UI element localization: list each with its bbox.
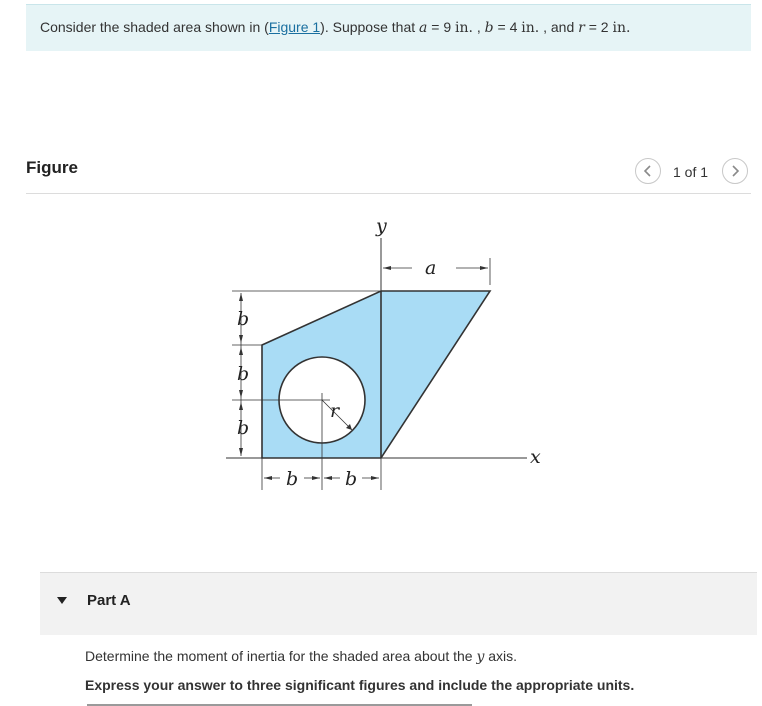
bottom-dim-arrow-2 — [312, 476, 320, 480]
b-label-left-top: b — [237, 308, 250, 330]
sep-r: , and — [539, 19, 579, 35]
part-a-question — [85, 648, 517, 665]
unit-r: in. — [612, 20, 631, 36]
left-dim-arrow-2 — [239, 335, 243, 343]
y-axis-label: y — [376, 215, 387, 237]
question-prefix: Determine the moment of inertia for the shaded area about the — [85, 648, 477, 664]
sep-b: , — [472, 19, 485, 35]
b-label-bottom-right: b — [345, 468, 358, 490]
question-var: y — [476, 649, 485, 665]
caret-down-icon[interactable] — [56, 596, 68, 606]
eq-r: = 2 — [584, 19, 613, 35]
b-label-left-bottom: b — [237, 417, 250, 439]
var-b: b — [484, 20, 494, 36]
x-axis-label: x — [530, 446, 541, 468]
a-dim-arrow-right — [480, 266, 488, 270]
a-dimension-label: a — [425, 257, 437, 279]
figure-title: Figure — [26, 158, 78, 177]
left-dim-arrow-5 — [239, 402, 243, 410]
left-dim-arrow-6 — [239, 448, 243, 456]
pager-text: 1 of 1 — [673, 164, 709, 180]
r-label: r — [330, 400, 340, 422]
bottom-dim-arrow-1 — [264, 476, 272, 480]
b-label-bottom-left: b — [286, 468, 299, 490]
problem-prefix: Consider the shaded area shown in ( — [40, 19, 269, 35]
unit-b: in. — [521, 20, 540, 36]
bottom-dim-arrow-3 — [324, 476, 332, 480]
b-label-left-mid: b — [237, 363, 250, 385]
unit-a: in. — [455, 20, 473, 36]
eq-a: = 9 — [427, 19, 456, 35]
part-a-instruction: Express your answer to three significant figures and include the appropriate units. — [85, 677, 635, 693]
question-suffix: axis. — [484, 648, 518, 664]
bottom-dim-arrow-4 — [371, 476, 379, 480]
part-a-header[interactable] — [40, 572, 757, 635]
left-dim-arrow-1 — [239, 293, 243, 301]
left-dim-arrow-4 — [239, 390, 243, 398]
eq-b: = 4 — [493, 19, 522, 35]
part-a-label: Part A — [87, 592, 131, 609]
problem-after-link: ). Suppose that — [320, 19, 420, 35]
var-a: a — [419, 20, 428, 36]
var-r: r — [578, 20, 585, 36]
a-dim-arrow-left — [383, 266, 391, 270]
figure-link[interactable]: Figure 1 — [268, 19, 321, 35]
left-dim-arrow-3 — [239, 347, 243, 355]
